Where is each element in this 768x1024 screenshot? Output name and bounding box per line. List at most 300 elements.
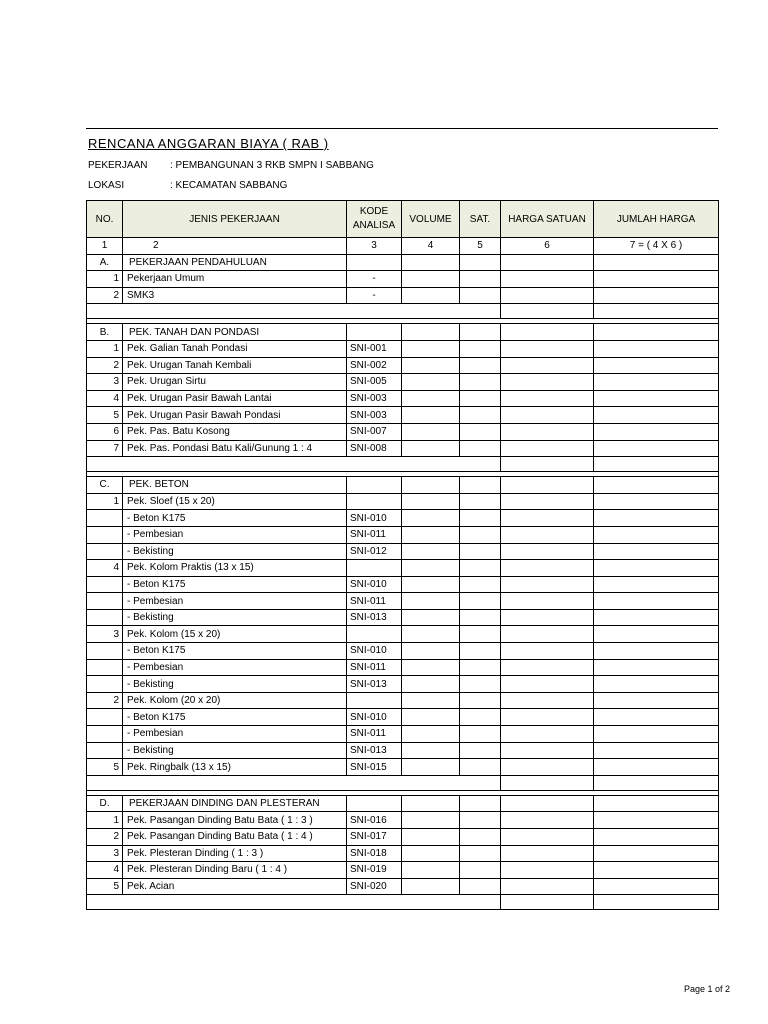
item-no: 7 (87, 440, 123, 457)
item-code: SNI-010 (347, 576, 402, 593)
empty-cell (402, 324, 460, 341)
item-no (87, 609, 123, 626)
table-row (87, 643, 719, 660)
item-no (87, 726, 123, 743)
blank-cell (501, 304, 594, 319)
empty-cell (347, 324, 402, 341)
empty-cell (501, 560, 594, 577)
table-row (87, 829, 719, 846)
item-no: 4 (87, 862, 123, 879)
empty-cell (594, 759, 719, 776)
blank-row (87, 304, 719, 319)
empty-cell (460, 709, 501, 726)
subtotal-cell (594, 457, 719, 472)
item-code: SNI-011 (347, 659, 402, 676)
item-description: Pek. Kolom (15 x 20) (123, 626, 347, 643)
empty-cell (347, 477, 402, 494)
empty-cell (460, 324, 501, 341)
section-row (87, 795, 719, 812)
empty-cell (501, 357, 594, 374)
table-row (87, 845, 719, 862)
item-description: - Pembesian (123, 726, 347, 743)
empty-cell (460, 423, 501, 440)
empty-cell (501, 543, 594, 560)
blank-cell (501, 895, 594, 910)
empty-cell (501, 726, 594, 743)
empty-cell (460, 742, 501, 759)
empty-cell (501, 676, 594, 693)
section-letter: C. (87, 477, 123, 494)
col-header-harga-satuan: HARGA SATUAN (501, 201, 594, 238)
table-row (87, 390, 719, 407)
empty-cell (594, 845, 719, 862)
empty-cell (402, 726, 460, 743)
item-description: - Pembesian (123, 593, 347, 610)
empty-cell (594, 643, 719, 660)
item-no (87, 709, 123, 726)
empty-cell (402, 440, 460, 457)
header-row (87, 201, 719, 238)
table-row (87, 878, 719, 895)
lokasi-value: : KECAMATAN SABBANG (170, 180, 288, 191)
col-header-no: NO. (87, 201, 123, 238)
item-no: 2 (87, 692, 123, 709)
empty-cell (460, 626, 501, 643)
item-no (87, 526, 123, 543)
blank-cell (87, 775, 501, 790)
table-row (87, 659, 719, 676)
empty-cell (460, 407, 501, 424)
item-code: SNI-010 (347, 643, 402, 660)
empty-cell (594, 829, 719, 846)
empty-cell (460, 374, 501, 391)
item-no (87, 543, 123, 560)
empty-cell (460, 676, 501, 693)
table-row (87, 440, 719, 457)
empty-cell (460, 576, 501, 593)
index-cell: 1 (87, 238, 123, 255)
item-code: SNI-001 (347, 340, 402, 357)
item-code: SNI-011 (347, 726, 402, 743)
empty-cell (460, 845, 501, 862)
item-description: - Bekisting (123, 742, 347, 759)
empty-cell (402, 340, 460, 357)
item-code: SNI-017 (347, 829, 402, 846)
item-code: SNI-016 (347, 812, 402, 829)
item-code: SNI-003 (347, 407, 402, 424)
empty-cell (594, 709, 719, 726)
index-cell: 7 = ( 4 X 6 ) (594, 238, 719, 255)
table-row (87, 510, 719, 527)
header-rule (86, 128, 718, 129)
empty-cell (594, 692, 719, 709)
empty-cell (594, 254, 719, 271)
section-row (87, 324, 719, 341)
empty-cell (460, 878, 501, 895)
section-row (87, 254, 719, 271)
section-row (87, 477, 719, 494)
table-row (87, 374, 719, 391)
empty-cell (594, 287, 719, 304)
item-description: Pek. Sloef (15 x 20) (123, 493, 347, 510)
item-code (347, 626, 402, 643)
item-description: - Pembesian (123, 526, 347, 543)
document-title: RENCANA ANGGARAN BIAYA ( RAB ) (88, 136, 329, 151)
table-row (87, 709, 719, 726)
item-no: 6 (87, 423, 123, 440)
empty-cell (594, 324, 719, 341)
subtotal-cell (594, 775, 719, 790)
blank-row (87, 457, 719, 472)
empty-cell (402, 812, 460, 829)
empty-cell (594, 423, 719, 440)
item-code: - (347, 271, 402, 288)
empty-cell (594, 510, 719, 527)
empty-cell (501, 643, 594, 660)
table-row (87, 287, 719, 304)
empty-cell (460, 440, 501, 457)
empty-cell (402, 254, 460, 271)
item-description: - Bekisting (123, 543, 347, 560)
item-description: Pek. Urugan Pasir Bawah Pondasi (123, 407, 347, 424)
subtotal-cell (594, 895, 719, 910)
empty-cell (402, 390, 460, 407)
empty-cell (594, 795, 719, 812)
item-description: - Beton K175 (123, 643, 347, 660)
item-code: SNI-011 (347, 593, 402, 610)
empty-cell (501, 609, 594, 626)
item-code: SNI-002 (347, 357, 402, 374)
item-no: 1 (87, 340, 123, 357)
empty-cell (460, 543, 501, 560)
item-description: - Pembesian (123, 659, 347, 676)
item-description: Pek. Urugan Pasir Bawah Lantai (123, 390, 347, 407)
empty-cell (594, 726, 719, 743)
empty-cell (402, 692, 460, 709)
item-no (87, 643, 123, 660)
empty-cell (501, 526, 594, 543)
item-no: 4 (87, 560, 123, 577)
empty-cell (460, 812, 501, 829)
item-code: SNI-008 (347, 440, 402, 457)
empty-cell (501, 659, 594, 676)
empty-cell (501, 477, 594, 494)
empty-cell (594, 812, 719, 829)
empty-cell (402, 493, 460, 510)
empty-cell (501, 287, 594, 304)
item-description: Pek. Pasangan Dinding Batu Bata ( 1 : 4 ) (123, 829, 347, 846)
table-row (87, 759, 719, 776)
empty-cell (501, 626, 594, 643)
item-no (87, 742, 123, 759)
empty-cell (501, 862, 594, 879)
empty-cell (347, 795, 402, 812)
empty-cell (594, 526, 719, 543)
item-no: 3 (87, 374, 123, 391)
item-description: Pek. Pas. Pondasi Batu Kali/Gunung 1 : 4 (123, 440, 347, 457)
item-no: 5 (87, 878, 123, 895)
item-no (87, 659, 123, 676)
item-no: 2 (87, 287, 123, 304)
empty-cell (402, 423, 460, 440)
empty-cell (402, 709, 460, 726)
empty-cell (460, 526, 501, 543)
empty-cell (594, 390, 719, 407)
empty-cell (402, 643, 460, 660)
page-footer: Page 1 of 2 (683, 984, 730, 994)
blank-cell (87, 895, 501, 910)
item-no (87, 676, 123, 693)
item-no: 1 (87, 271, 123, 288)
item-no (87, 576, 123, 593)
empty-cell (501, 440, 594, 457)
item-description: Pekerjaan Umum (123, 271, 347, 288)
item-code: SNI-010 (347, 510, 402, 527)
empty-cell (594, 576, 719, 593)
table-row (87, 676, 719, 693)
empty-cell (402, 357, 460, 374)
empty-cell (402, 676, 460, 693)
blank-cell (501, 775, 594, 790)
empty-cell (402, 526, 460, 543)
item-description: Pek. Pas. Batu Kosong (123, 423, 347, 440)
empty-cell (402, 576, 460, 593)
table-row (87, 626, 719, 643)
table-row (87, 609, 719, 626)
empty-cell (501, 271, 594, 288)
empty-cell (501, 254, 594, 271)
empty-cell (460, 659, 501, 676)
col-header-kode: KODE ANALISA (347, 201, 402, 238)
empty-cell (402, 609, 460, 626)
empty-cell (594, 626, 719, 643)
item-code: SNI-018 (347, 845, 402, 862)
subtotal-cell (594, 304, 719, 319)
table-row (87, 812, 719, 829)
empty-cell (402, 659, 460, 676)
empty-cell (594, 742, 719, 759)
table-row (87, 423, 719, 440)
col-header-jumlah-harga: JUMLAH HARGA (594, 201, 719, 238)
table-row (87, 560, 719, 577)
empty-cell (460, 254, 501, 271)
item-code: SNI-011 (347, 526, 402, 543)
empty-cell (594, 593, 719, 610)
empty-cell (501, 759, 594, 776)
empty-cell (501, 576, 594, 593)
empty-cell (460, 477, 501, 494)
empty-cell (594, 407, 719, 424)
empty-cell (594, 357, 719, 374)
item-code (347, 560, 402, 577)
index-cell: 4 (402, 238, 460, 255)
empty-cell (460, 493, 501, 510)
item-description: Pek. Ringbalk (13 x 15) (123, 759, 347, 776)
item-description: Pek. Plesteran Dinding ( 1 : 3 ) (123, 845, 347, 862)
empty-cell (501, 795, 594, 812)
empty-cell (501, 340, 594, 357)
empty-cell (402, 742, 460, 759)
section-name: PEK. BETON (123, 477, 347, 494)
item-description: Pek. Pasangan Dinding Batu Bata ( 1 : 3 ) (123, 812, 347, 829)
item-description: - Beton K175 (123, 576, 347, 593)
table-row (87, 742, 719, 759)
empty-cell (402, 845, 460, 862)
empty-cell (402, 560, 460, 577)
empty-cell (402, 374, 460, 391)
empty-cell (460, 287, 501, 304)
index-cell: 3 (347, 238, 402, 255)
empty-cell (460, 692, 501, 709)
empty-cell (460, 390, 501, 407)
item-no: 5 (87, 407, 123, 424)
blank-row (87, 775, 719, 790)
table-row (87, 692, 719, 709)
empty-cell (460, 357, 501, 374)
index-cell: 2 (123, 238, 347, 255)
item-code: SNI-015 (347, 759, 402, 776)
empty-cell (594, 609, 719, 626)
item-no: 3 (87, 845, 123, 862)
col-header-jenis: JENIS PEKERJAAN (123, 201, 347, 238)
empty-cell (594, 676, 719, 693)
section-letter: A. (87, 254, 123, 271)
index-cell: 6 (501, 238, 594, 255)
item-description: Pek. Acian (123, 878, 347, 895)
item-description: Pek. Urugan Sirtu (123, 374, 347, 391)
empty-cell (460, 340, 501, 357)
empty-cell (402, 759, 460, 776)
item-code: SNI-013 (347, 676, 402, 693)
item-code: - (347, 287, 402, 304)
item-code: SNI-012 (347, 543, 402, 560)
rab-body (87, 238, 719, 910)
empty-cell (501, 324, 594, 341)
index-cell: 5 (460, 238, 501, 255)
empty-cell (460, 862, 501, 879)
empty-cell (594, 659, 719, 676)
item-description: Pek. Kolom Praktis (13 x 15) (123, 560, 347, 577)
empty-cell (460, 510, 501, 527)
empty-cell (594, 477, 719, 494)
empty-cell (460, 609, 501, 626)
empty-cell (460, 726, 501, 743)
empty-cell (501, 845, 594, 862)
blank-cell (87, 304, 501, 319)
empty-cell (347, 254, 402, 271)
item-code: SNI-010 (347, 709, 402, 726)
item-description: - Bekisting (123, 609, 347, 626)
rab-table (86, 200, 719, 910)
item-code: SNI-005 (347, 374, 402, 391)
item-description: - Beton K175 (123, 709, 347, 726)
blank-cell (501, 457, 594, 472)
section-name: PEK. TANAH DAN PONDASI (123, 324, 347, 341)
item-description: Pek. Kolom (20 x 20) (123, 692, 347, 709)
section-name: PEKERJAAN DINDING DAN PLESTERAN (123, 795, 347, 812)
table-row (87, 271, 719, 288)
item-no: 2 (87, 829, 123, 846)
item-description: Pek. Plesteran Dinding Baru ( 1 : 4 ) (123, 862, 347, 879)
table-row (87, 726, 719, 743)
pekerjaan-line (88, 160, 374, 171)
empty-cell (594, 340, 719, 357)
item-code: SNI-007 (347, 423, 402, 440)
empty-cell (594, 560, 719, 577)
section-name: PEKERJAAN PENDAHULUAN (123, 254, 347, 271)
empty-cell (501, 493, 594, 510)
empty-cell (460, 795, 501, 812)
item-no (87, 593, 123, 610)
table-row (87, 407, 719, 424)
item-code: SNI-019 (347, 862, 402, 879)
item-no: 3 (87, 626, 123, 643)
item-no: 1 (87, 493, 123, 510)
empty-cell (594, 493, 719, 510)
table-row (87, 357, 719, 374)
empty-cell (501, 390, 594, 407)
item-no (87, 510, 123, 527)
table-row (87, 593, 719, 610)
empty-cell (460, 759, 501, 776)
pekerjaan-label: PEKERJAAN (88, 160, 148, 171)
empty-cell (501, 374, 594, 391)
item-no: 2 (87, 357, 123, 374)
empty-cell (460, 560, 501, 577)
empty-cell (594, 878, 719, 895)
item-description: Pek. Urugan Tanah Kembali (123, 357, 347, 374)
blank-cell (87, 457, 501, 472)
empty-cell (501, 692, 594, 709)
empty-cell (402, 407, 460, 424)
empty-cell (402, 829, 460, 846)
empty-cell (402, 795, 460, 812)
empty-cell (501, 742, 594, 759)
item-code (347, 493, 402, 510)
col-header-volume: VOLUME (402, 201, 460, 238)
empty-cell (501, 510, 594, 527)
empty-cell (402, 593, 460, 610)
col-header-sat: SAT. (460, 201, 501, 238)
empty-cell (501, 709, 594, 726)
empty-cell (501, 812, 594, 829)
item-code: SNI-013 (347, 609, 402, 626)
item-code (347, 692, 402, 709)
empty-cell (594, 543, 719, 560)
empty-cell (460, 643, 501, 660)
empty-cell (594, 440, 719, 457)
item-no: 5 (87, 759, 123, 776)
item-description: - Beton K175 (123, 510, 347, 527)
pekerjaan-value: : PEMBANGUNAN 3 RKB SMPN I SABBANG (170, 160, 374, 171)
item-code: SNI-003 (347, 390, 402, 407)
table-row (87, 526, 719, 543)
lokasi-line (88, 180, 287, 191)
empty-cell (460, 271, 501, 288)
table-row (87, 576, 719, 593)
empty-cell (501, 407, 594, 424)
empty-cell (501, 829, 594, 846)
section-letter: B. (87, 324, 123, 341)
item-description: SMK3 (123, 287, 347, 304)
item-description: Pek. Galian Tanah Pondasi (123, 340, 347, 357)
table-row (87, 493, 719, 510)
item-code: SNI-020 (347, 878, 402, 895)
empty-cell (501, 878, 594, 895)
empty-cell (402, 287, 460, 304)
empty-cell (460, 593, 501, 610)
empty-cell (402, 477, 460, 494)
